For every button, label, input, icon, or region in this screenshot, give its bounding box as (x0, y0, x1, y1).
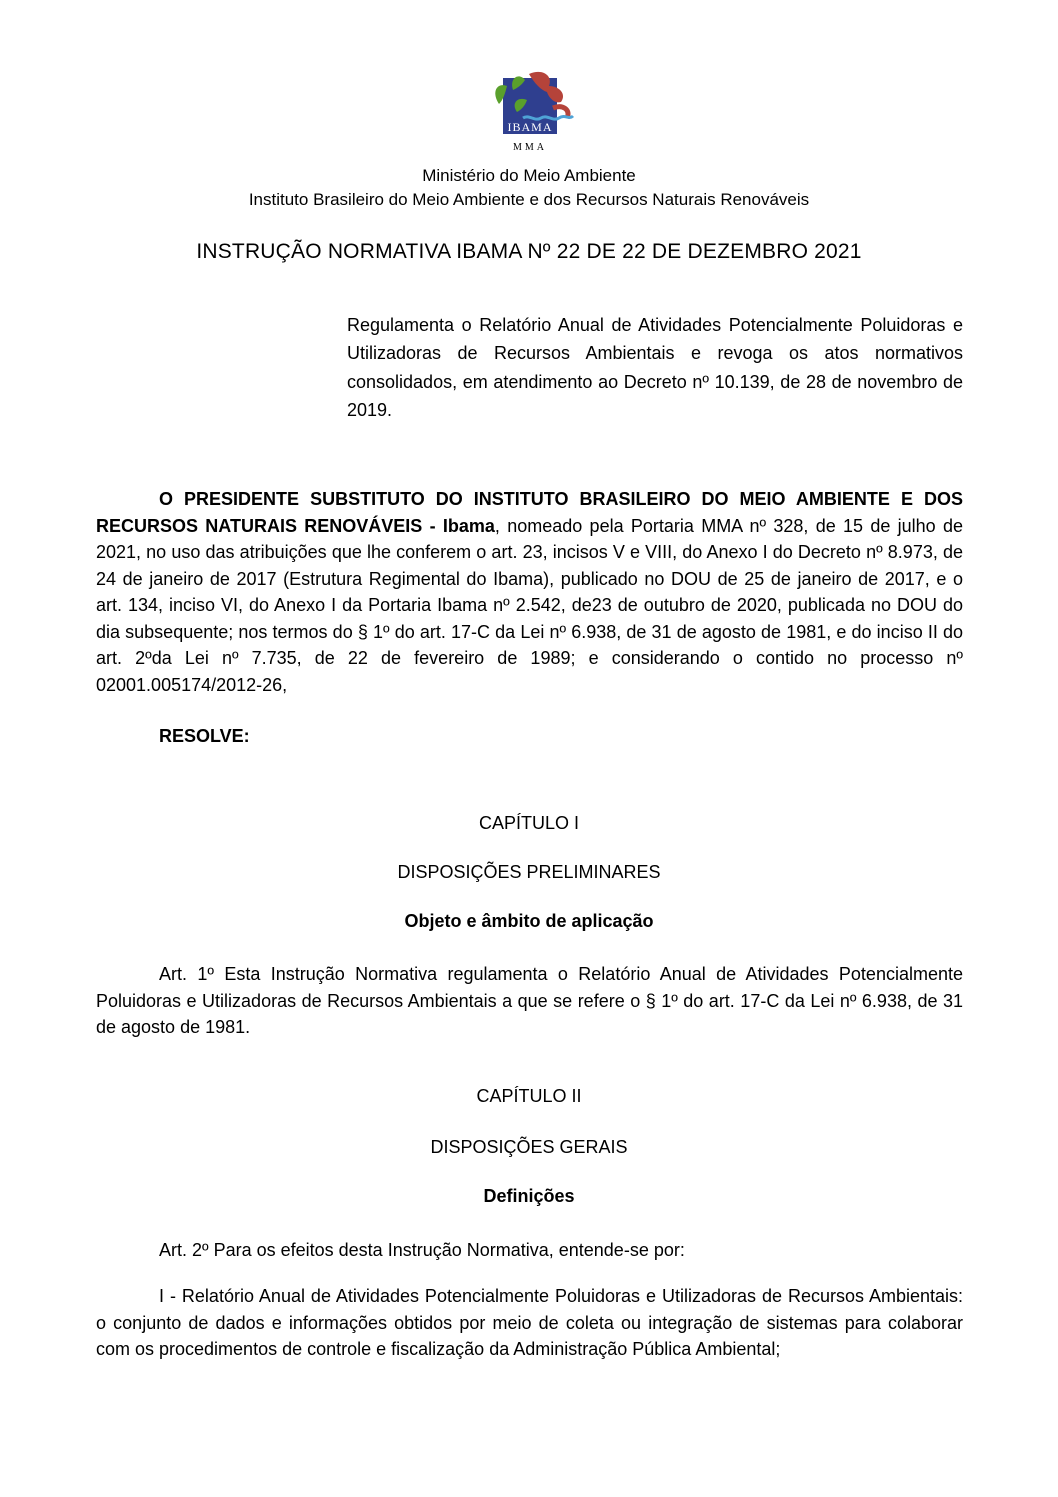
logo-sub: MMA (512, 142, 547, 153)
ibama-logo (489, 64, 577, 160)
resolve-heading: RESOLVE: (159, 726, 250, 746)
article-1: Art. 1º Esta Instrução Normativa regulamenta o Relatório Anual de Atividades Potencialmente Poluidoras e Utilizadoras de Recursos Ambientais a que se refere o § 1º do art. 17-C da Lei nº 6.938, de 31 de agosto de 1981. (96, 964, 963, 1037)
institute-name: Instituto Brasileiro do Meio Ambiente e dos Recursos Naturais Renováveis (248, 190, 810, 209)
article-2: Art. 2º Para os efeitos desta Instrução Normativa, entende-se por: (159, 1240, 685, 1260)
chapter-2-section: Definições (483, 1186, 575, 1206)
chapter-1-title: CAPÍTULO I (478, 813, 580, 833)
article-2-inciso-1: I - Relatório Anual de Atividades Potencialmente Poluidoras e Utilizadoras de Recursos Ambientais: o conjunto de dados e informações obtidos por meio de coleta ou integração de sistemas para colaborar com os procedimentos de controle e fiscalização da Administração Pública Ambiental; (96, 1286, 963, 1359)
chapter-2-title: CAPÍTULO II (476, 1086, 582, 1106)
ministry-name: Ministério do Meio Ambiente (422, 166, 636, 185)
preamble-text: , nomeado pela Portaria MMA nº 328, de 15 de julho de 2021, no uso das atribuições que lhe conferem o art. 23, incisos V e VIII, do Anexo I do Decreto nº 8.973, de 24 de janeiro de 2017 (Estrutura Regimental do Ibama), publicado no DOU de 25 de janeiro de 2017, e o art. 134, inciso VI, do Anexo I da Portaria Ibama nº 2.542, de23 de outubro de 2020, publicada no DOU do dia subsequente; nos termos do § 1º do art. 17-C da Lei nº 6.938, de 31 de agosto de 1981, e do inciso II do art. 2ºda Lei nº 7.735, de 22 de fevereiro de 1989; e considerando o contido no processo nº 02001.005174/2012-26, (96, 515, 963, 695)
logo-name: IBAMA (507, 120, 553, 134)
preamble-bold-lead: O PRESIDENTE SUBSTITUTO DO INSTITUTO BRASILEIRO DO MEIO AMBIENTE E DOS RECURSOS NATURAIS RENOVÁVEIS - Ibama (96, 489, 963, 536)
chapter-1-name: DISPOSIÇÕES PRELIMINARES (397, 862, 661, 882)
preamble-paragraph (96, 486, 963, 698)
ementa: Regulamenta o Relatório Anual de Atividades Potencialmente Poluidoras e Utilizadoras de Recursos Ambientais e revoga os atos normativos consolidados, em atendimento ao Decreto nº 10.139, de 28 de novembro de 2019. (347, 315, 963, 420)
chapter-2-name: DISPOSIÇÕES GERAIS (430, 1137, 628, 1157)
document-title: INSTRUÇÃO NORMATIVA IBAMA Nº 22 DE 22 DE DEZEMBRO 2021 (196, 240, 862, 263)
chapter-1-section: Objeto e âmbito de aplicação (404, 911, 654, 931)
